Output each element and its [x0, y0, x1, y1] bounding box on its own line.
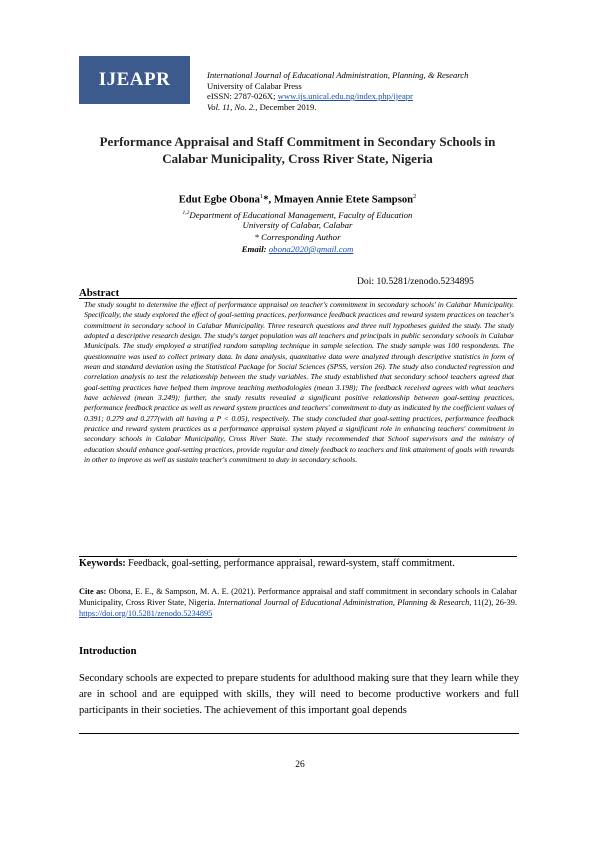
affiliation-text: Department of Educational Management, Faculty of Education — [189, 209, 413, 220]
journal-logo — [79, 56, 190, 104]
footer-divider — [79, 733, 519, 734]
corresponding-marker: * — [263, 194, 269, 206]
citation-block — [79, 587, 517, 619]
author-2-affil-sup: 2 — [413, 193, 417, 200]
citation-text: Obona, E. E., & Sampson, M. A. E. (2021). Performance appraisal and staff commitment in secondary schools in Calabar Municipality, Cross River State, Nigeria. — [79, 587, 517, 607]
author-1-affil-sup: 1 — [259, 193, 264, 200]
author-separator: , — [268, 194, 274, 206]
journal-publisher: University of Calabar Press — [207, 80, 302, 91]
citation-doi-link[interactable]: https://doi.org/10.5281/zenodo.5234895 — [79, 608, 213, 618]
abstract-heading: Abstract — [79, 287, 120, 299]
university-line: University of Calabar, Calabar — [242, 220, 353, 230]
abstract-top-divider — [79, 298, 517, 299]
journal-date: December 2019. — [259, 101, 317, 112]
paper-title: Performance Appraisal and Staff Commitment in Secondary Schools in Calabar Municipality, Cross River State, Nigeria — [99, 134, 496, 166]
journal-issue-line — [207, 102, 527, 113]
keywords-label: Keywords: — [79, 558, 126, 569]
author-1-name: Edut Egbe Obona — [178, 194, 260, 206]
keywords-line — [79, 558, 519, 569]
journal-eissn: eISSN: 2787-026X; — [207, 91, 276, 101]
author-2-name: Mmayen Annie Etete Sampson — [273, 194, 414, 206]
introduction-heading: Introduction — [79, 646, 137, 657]
journal-info — [207, 70, 527, 112]
citation-journal: International Journal of Educational Administration, Planning & Research — [217, 597, 470, 607]
keywords-text: Feedback, goal-setting, performance appraisal, reward-system, staff commitment. — [128, 558, 455, 569]
email-line — [80, 243, 515, 255]
corresponding-author-note: * Corresponding Author — [254, 232, 341, 242]
affiliation-sup: 1,2 — [182, 210, 190, 216]
citation-label: Cite as: — [79, 587, 107, 596]
journal-volume: Vol. 11, No. 2., — [207, 101, 258, 112]
journal-url-link[interactable]: www.ijs.unical.edu.ng/index.php/ijeapr — [277, 91, 413, 101]
journal-name: International Journal of Educational Administration, Planning, & Research — [207, 70, 469, 80]
journal-eissn-line — [207, 91, 527, 102]
citation-volume: , 11(2), 26-39. — [469, 597, 517, 607]
author-line — [80, 193, 515, 206]
journal-logo-text: IJEAPR — [98, 69, 171, 90]
email-label: Email: — [241, 244, 267, 254]
introduction-paragraph: Secondary schools are expected to prepare students for adulthood making sure that they learn while they are in school and are equipped with skills, they will need to become productive workers and full participants in their societies. The achievement of this important goal depends — [79, 673, 519, 716]
email-link[interactable]: obona2020@gmail.com — [268, 244, 354, 254]
abstract-body: The study sought to determine the effect of performance appraisal on teacher's commitment in secondary schools' in Calabar Municipality. Specifically, the study explored the effect of goal-setting practices, performance feedback practices and reward system practices on teacher's commitment in secondary school in Calabar Municipality. Three research questions and three null hypotheses guided the study. The study adopted a descriptive research design. The study's target population was all teachers and principals in public secondary schools in Calabar Municipals. The study employed a stratified random sampling technique in sample selection. The study sample was 100 respondents. The questionnaire was used to collect primary data. In data analysis, quantitative data were analyzed through descriptive statistics in form of mean and standard deviation using the Statistical Package for Social Sciences (SPSS, version 26). The study also conducted regression and correlation analysis to test the relationship between the study variables. The study established that secondary school teachers agreed that goal-setting practices have helped them improve teaching methodologies (mean 3.198); The feedback received agrees with what teachers have achieved (mean 3.249); further, the study results revealed a significant positive relationship between goal-setting practices, performance feedback practice as well as reward system practices and teachers' commitment to duty as indicated by the coefficient values of 0.391; 0.279 and 0.277(with all having a P < 0.05), respectively. The study concluded that goal-setting practices, performance feedback practice and reward system practices as a performance appraisal system played a significant role in enhancing teachers' commitment in secondary schools in Calabar Municipality, Cross River State. The study recommended that School supervisors and the ministry of education should enhance goal-setting practices, provide regular and timely feedback to teachers and link attainment of goals with rewards in other to improve as well as sustain teacher's commitment to duty in secondary schools. — [84, 300, 514, 465]
doi-text: Doi: 10.5281/zenodo.5234895 — [357, 276, 474, 287]
page-number: 26 — [295, 760, 305, 770]
abstract-bottom-divider — [79, 556, 517, 557]
